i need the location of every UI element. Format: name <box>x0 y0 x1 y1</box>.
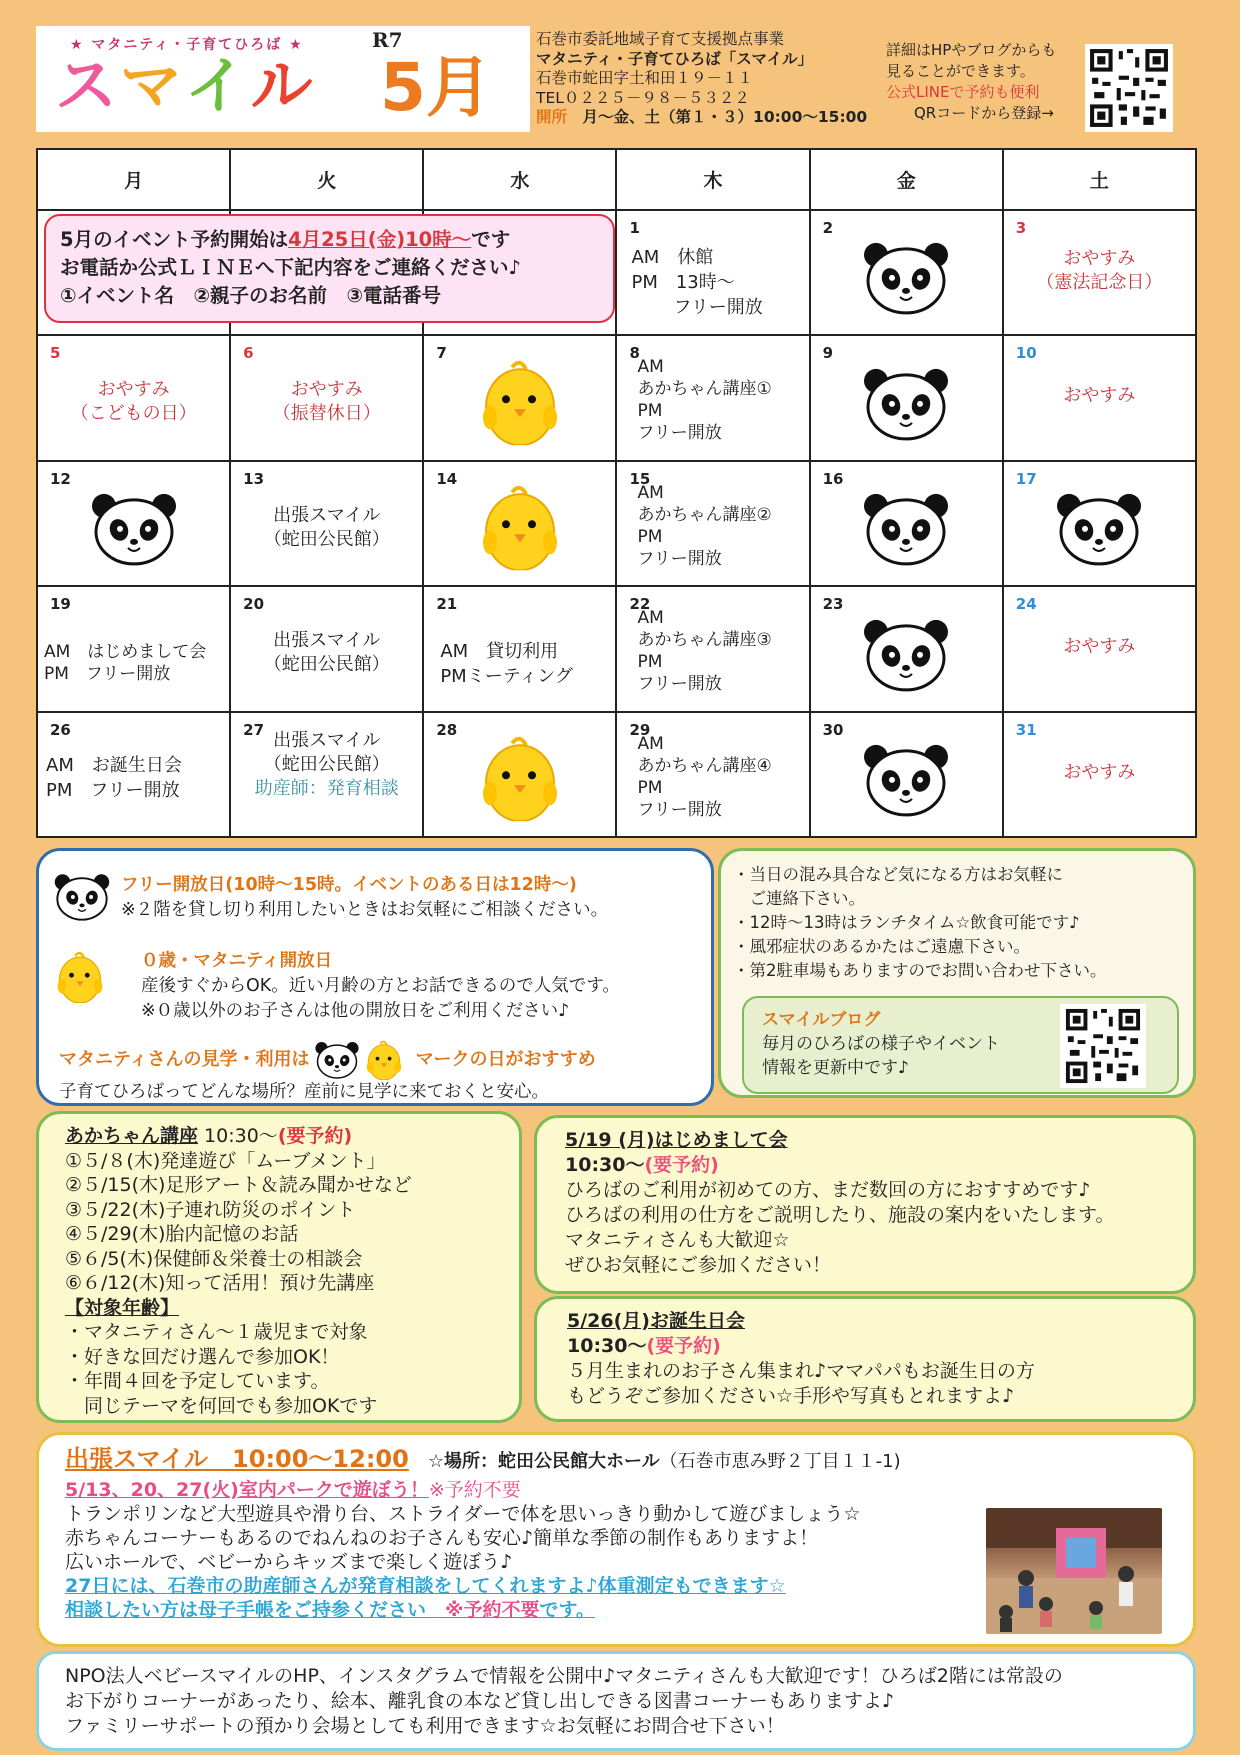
year-label: R7 <box>372 28 403 52</box>
panda-icon <box>862 618 950 692</box>
day-cell-29: 29 AM あかちゃん講座④ PM フリー開放 <box>616 712 809 837</box>
free-day-info: フリー開放日(10時～15時。イベントのある日は12時～) ※２階を貸し切り利用したいときはお気軽にご相談ください。 ０歳・マタニティ開放日 産後すぐからOK。近い月齢の方とお話できるので人気です。 ※０歳以外のお子さんは他の開放日をご利用ください♪ マタニティさんの見学・利用は マークの日がおすすめ 子育てひろばってどんな場所？産前に見学に来ておくと安心。 <box>36 848 714 1106</box>
calendar-week-3 <box>37 461 1196 586</box>
day-cell-13: 13 出張スマイル （蛇田公民館） <box>230 461 423 586</box>
qr-code-icon[interactable] <box>1085 44 1173 132</box>
blog-info: スマイルブログ 毎月のひろばの様子やイベント 情報を更新中です♪ <box>742 996 1179 1094</box>
panda-icon <box>862 367 950 441</box>
weekday-thu: 木 <box>616 149 809 210</box>
day-cell-30: 30 <box>810 712 1003 837</box>
panda-icon <box>862 492 950 566</box>
brand-logo: スマイル <box>55 49 317 122</box>
panda-icon <box>862 743 950 817</box>
outreach-event-info: 出張スマイル 10:00～12:00 ☆場所：蛇田公民館大ホール（石巻市恵み野２丁目１１-1) 5/13、20、27(火)室内パークで遊ぼう！※予約不要 トランポリンなど大型遊具や滑り台、ストライダーで体を思いっきり動かして遊びましょう☆ 赤ちゃんコーナーもあるのでねんねのお子さんも安心♪簡単な季節の制作もありますよ！ 広いホールで、ベビーからキッズまで楽しく遊ぼう♪ 27日には、石巻市の助産師さんが発育相談をしてくれますよ♪体重測定もできます☆ 相談したい方は母子手帳をご持参ください ※予約不要です。 <box>36 1432 1196 1647</box>
weekday-fri: 金 <box>810 149 1003 210</box>
day-cell-7: 7 <box>423 335 616 460</box>
day-cell-19: 19 AM はじめまして会 PM フリー開放 <box>37 586 230 711</box>
day-cell-17: 17 <box>1003 461 1196 586</box>
calendar-week-5 <box>37 712 1196 837</box>
weekday-mon: 月 <box>37 149 230 210</box>
day-cell-27: 27 出張スマイル （蛇田公民館） 助産師：発育相談 <box>230 712 423 837</box>
day-cell-1: 1 AM 休館 PM 13時～ フリー開放 <box>616 210 809 335</box>
panda-icon <box>1055 492 1143 566</box>
header-note: 詳細はHPやブログからも 見ることができます。 公式LINEで予約も便利 QRコードから登録→ <box>886 41 1057 122</box>
weekday-header <box>37 149 1196 210</box>
blog-qr-code-icon[interactable] <box>1060 1004 1146 1088</box>
day-cell-22: 22 AM あかちゃん講座③ PM フリー開放 <box>616 586 809 711</box>
panda-icon <box>314 1041 360 1079</box>
day-cell-26: 26 AM お誕生日会 PM フリー開放 <box>37 712 230 837</box>
day-cell-9: 9 <box>810 335 1003 460</box>
chick-icon <box>482 359 558 445</box>
panda-icon <box>862 241 950 315</box>
brand-subtitle: ★ マタニティ・子育てひろば ★ <box>70 37 304 53</box>
npo-info: NPO法人ベビースマイルのHP、インスタグラムで情報を公開中♪マタニティさんも大歓迎です！ひろば2階には常設の お下がりコーナーがあったり、絵本、離乳食の本など貸し出しできる図書コーナーもありますよ♪ ファミリーサポートの預かり会場としても利用できます☆お気軽にお問合せ下さい！ <box>36 1651 1196 1751</box>
panda-icon <box>90 492 178 566</box>
day-cell-23: 23 <box>810 586 1003 711</box>
day-cell-16: 16 <box>810 461 1003 586</box>
weekday-tue: 火 <box>230 149 423 210</box>
day-cell-10: 10 おやすみ <box>1003 335 1196 460</box>
birthday-event-info: 5/26(月)お誕生日会 10:30～(要予約) ５月生まれのお子さん集まれ♪ママパパもお誕生日の方 もどうぞご参加ください☆手形や写真もとれますよ♪ <box>534 1296 1196 1422</box>
weekday-sat: 土 <box>1003 149 1196 210</box>
event-photo <box>986 1508 1162 1634</box>
day-cell-21: 21 AM 貸切利用 PMミーティング <box>423 586 616 711</box>
day-cell-5: 5 おやすみ （こどもの日） <box>37 335 230 460</box>
day-cell-3: 3 おやすみ （憲法記念日） <box>1003 210 1196 335</box>
day-cell-12: 12 <box>37 461 230 586</box>
day-cell-24: 24 おやすみ <box>1003 586 1196 711</box>
welcome-event-info: 5/19 (月)はじめまして会 10:30～(要予約) ひろばのご利用が初めての方、まだ数回の方におすすめです♪ ひろばの利用の仕方をご説明したり、施設の案内をいたします。 マタニティさんも大歓迎☆ ぜひお気軽にご参加ください！ <box>534 1115 1196 1294</box>
weekday-wed: 水 <box>423 149 616 210</box>
day-cell-6: 6 おやすみ （振替休日） <box>230 335 423 460</box>
day-cell-28: 28 <box>423 712 616 837</box>
calendar-week-4 <box>37 586 1196 711</box>
day-cell-14: 14 <box>423 461 616 586</box>
chick-icon <box>482 736 558 822</box>
calendar-week-2 <box>37 335 1196 460</box>
baby-course-info: あかちゃん講座 10:30～(要予約) ①５/８(木)発達遊び「ムーブメント」 ②５/15(木)足形アート＆読み聞かせなど ③５/22(木)子連れ防災のポイント ④５/29(木)胎内記憶のお話 ⑤６/5(木)保健師＆栄養士の相談会 ⑥６/12(木)知って活用！預け先講座 【対象年齢】 ・マタニティさん～１歳児まで対象 ・好きな回だけ選んで参加OK！ ・年間４回を予定しています。 同じテーマを何回でも参加OKです <box>36 1111 522 1423</box>
org-info: 石巻市委託地域子育て支援拠点事業 マタニティ・子育てひろば「スマイル」 石巻市蛇田字土和田１９－１１ TEL０２２５－９８－５３２２ 開所 月～金、土（第１・３）10:00～15:00 <box>536 30 868 126</box>
day-cell-2: 2 <box>810 210 1003 335</box>
chick-icon <box>482 485 558 571</box>
day-cell-15: 15 AM あかちゃん講座② PM フリー開放 <box>616 461 809 586</box>
reservation-notice: 5月のイベント予約開始は4月25日(金)10時～です お電話か公式ＬＩＮＥへ下記内容をご連絡ください♪ ①イベント名 ②親子のお名前 ③電話番号 <box>44 214 615 323</box>
day-cell-8: 8 AM あかちゃん講座① PM フリー開放 <box>616 335 809 460</box>
day-cell-31: 31 おやすみ <box>1003 712 1196 837</box>
chick-icon <box>366 1040 402 1080</box>
month-title: 5月 <box>380 49 492 126</box>
tips-info: ・当日の混み具合など気になる方はお気軽に ご連絡下さい。 ・12時～13時はランチタイム☆飲食可能です♪ ・風邪症状のあるかたはご遠慮下さい。 ・第2駐車場もありますのでお問い合わせ下さい。 <box>718 848 1196 1098</box>
day-cell-20: 20 出張スマイル （蛇田公民館） <box>230 586 423 711</box>
